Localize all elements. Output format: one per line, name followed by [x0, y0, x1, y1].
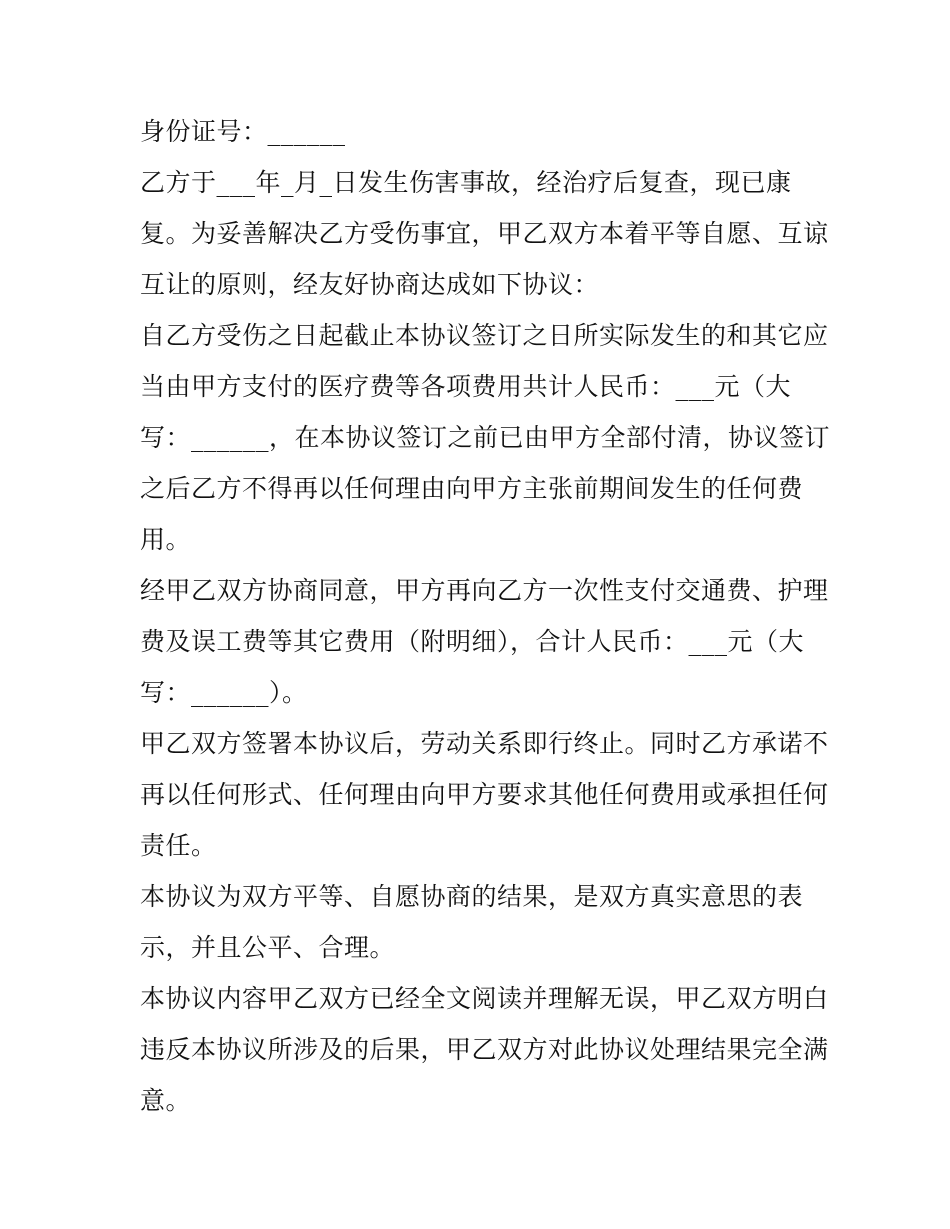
text-line: 经甲乙双方协商同意，甲方再向乙方一次性支付交通费、护理 — [140, 576, 829, 605]
text-line: 复。为妥善解决乙方受伤事宜，甲乙双方本着平等自愿、互谅 — [140, 219, 829, 248]
text-line: 甲乙双方签署本协议后，劳动关系即行终止。同时乙方承诺不 — [140, 729, 829, 758]
text-line: 本协议为双方平等、自愿协商的结果，是双方真实意思的表 — [140, 882, 804, 911]
text-line: 再以任何形式、任何理由向甲方要求其他任何费用或承担任何 — [140, 780, 829, 809]
text-line: 当由甲方支付的医疗费等各项费用共计人民币：___元（大 — [140, 372, 792, 401]
text-line: 费及误工费等其它费用（附明细），合计人民币：___元（大 — [140, 627, 805, 656]
text-line: 之后乙方不得再以任何理由向甲方主张前期间发生的任何费 — [140, 474, 804, 503]
text-line: 违反本协议所涉及的后果，甲乙双方对此协议处理结果完全满 — [140, 1035, 829, 1064]
text-line: 用。 — [140, 525, 192, 554]
text-line: 示，并且公平、合理。 — [140, 933, 396, 962]
text-line: 本协议内容甲乙双方已经全文阅读并理解无误，甲乙双方明白 — [140, 984, 829, 1013]
text-line: 写：______，在本协议签订之前已由甲方全部付清，协议签订 — [140, 423, 831, 452]
document-body — [140, 108, 831, 1128]
id-number-line: 身份证号：______ — [140, 117, 346, 146]
text-line: 互让的原则，经友好协商达成如下协议： — [140, 270, 600, 299]
text-line: 自乙方受伤之日起截止本协议签订之日所实际发生的和其它应 — [140, 321, 829, 350]
text-line: 责任。 — [140, 831, 217, 860]
text-line: 写：______）。 — [140, 678, 308, 707]
text-line: 乙方于___年_月_日发生伤害事故，经治疗后复查，现已康 — [140, 168, 792, 197]
text-line: 意。 — [140, 1086, 192, 1115]
